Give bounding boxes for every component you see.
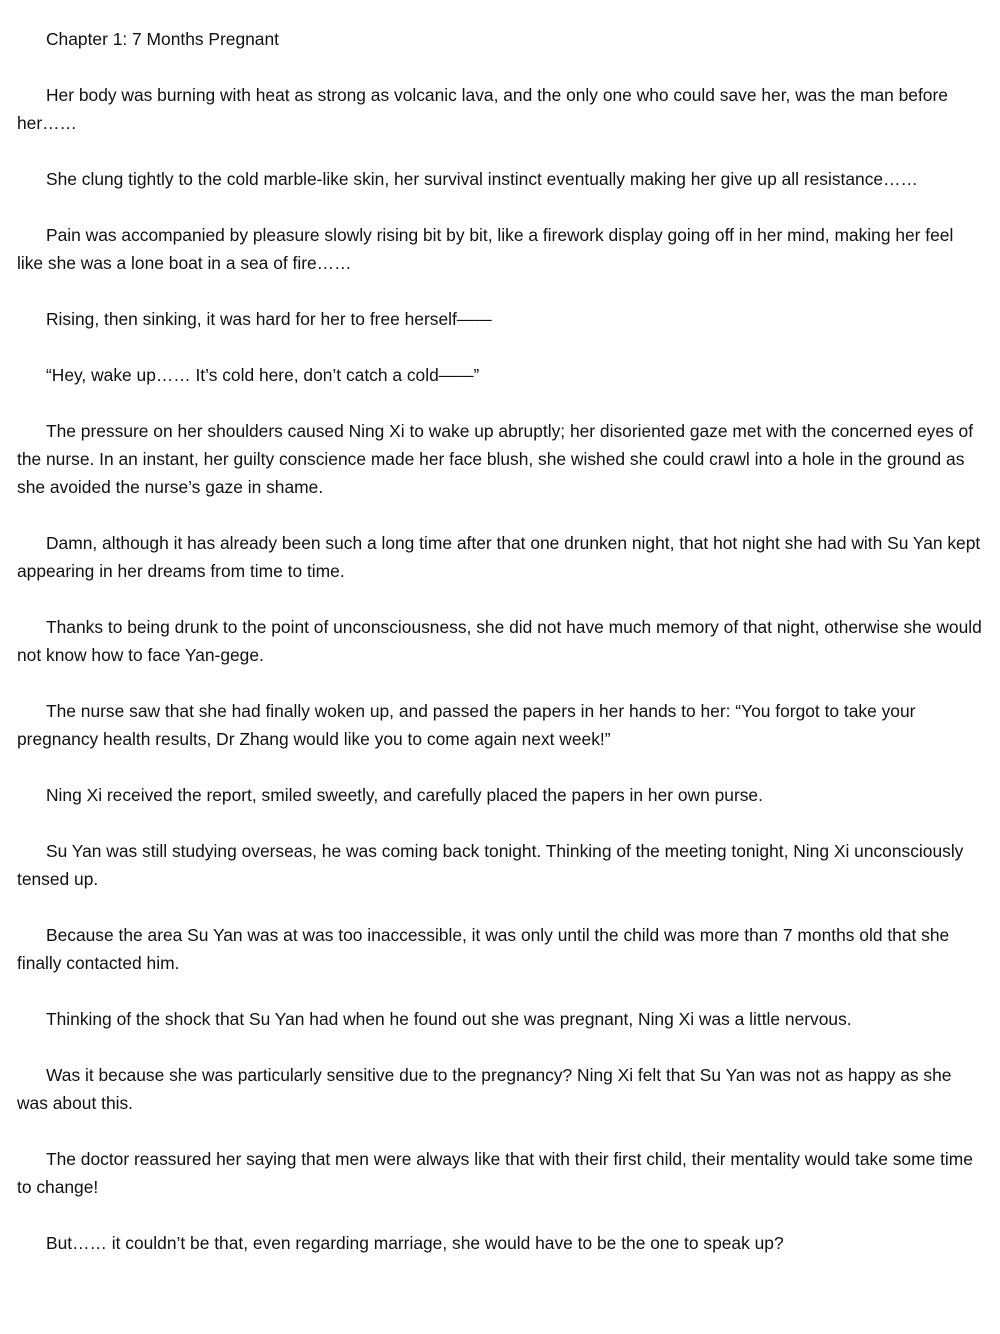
- paragraph: Damn, although it has already been such a long time after that one drunken night, that hot night she had with Su Yan kept appearing in her dreams from time to time.: [17, 533, 981, 581]
- paragraph: The doctor reassured her saying that men were always like that with their first child, their mentality would take some time to change!: [17, 1149, 973, 1197]
- paragraph: Pain was accompanied by pleasure slowly rising bit by bit, like a firework display going off in her mind, making her feel like she was a lone boat in a sea of fire……: [17, 225, 954, 273]
- paragraph: The nurse saw that she had finally woken up, and passed the papers in her hands to her: “You forgot to take your pregnancy health results, Dr Zhang would like you to come again next week!”: [17, 701, 916, 749]
- paragraph: Was it because she was particularly sensitive due to the pregnancy? Ning Xi felt that Su Yan was not as happy as she was about this.: [17, 1065, 952, 1113]
- paragraph: Su Yan was still studying overseas, he was coming back tonight. Thinking of the meeting tonight, Ning Xi unconsciously tensed up.: [17, 841, 964, 889]
- paragraph: The pressure on her shoulders caused Ning Xi to wake up abruptly; her disoriented gaze met with the concerned eyes of the nurse. In an instant, her guilty conscience made her face blush, she wished she could crawl into a hole in the ground as she avoided the nurse’s gaze in shame.: [17, 421, 974, 497]
- paragraph: Thinking of the shock that Su Yan had when he found out she was pregnant, Ning Xi was a little nervous.: [46, 1009, 852, 1029]
- paragraph: Her body was burning with heat as strong as volcanic lava, and the only one who could save her, was the man before her……: [17, 85, 948, 133]
- chapter-title: Chapter 1: 7 Months Pregnant: [46, 29, 279, 49]
- paragraph: Ning Xi received the report, smiled sweetly, and carefully placed the papers in her own purse.: [46, 785, 763, 805]
- paragraph: She clung tightly to the cold marble-like skin, her survival instinct eventually making her give up all resistance……: [46, 169, 918, 189]
- paragraph: Rising, then sinking, it was hard for her to free herself——: [46, 309, 492, 329]
- paragraph: But…… it couldn’t be that, even regarding marriage, she would have to be the one to speak up?: [46, 1233, 784, 1253]
- paragraph: Because the area Su Yan was at was too inaccessible, it was only until the child was more than 7 months old that she finally contacted him.: [17, 925, 950, 973]
- paragraph: “Hey, wake up…… It’s cold here, don’t catch a cold——”: [46, 365, 480, 385]
- paragraph: Thanks to being drunk to the point of unconsciousness, she did not have much memory of that night, otherwise she would not know how to face Yan-gege.: [17, 617, 982, 665]
